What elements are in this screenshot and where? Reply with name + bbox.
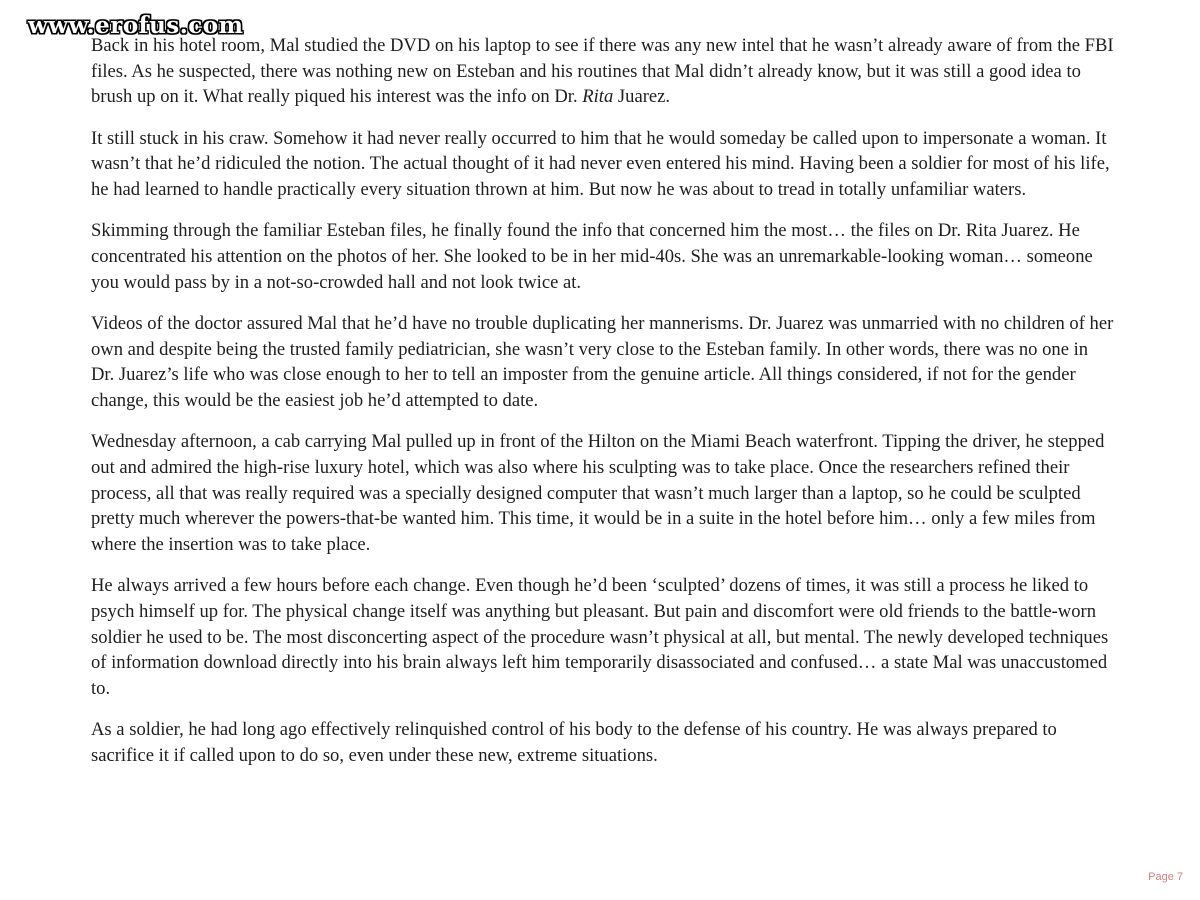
paragraph-2: It still stuck in his craw. Somehow it had never really occurred to him that he would someday be called upon to impersonate a woman. It wasn’t that he’d ridiculed the notion. The actual thought of it had never even entered his mind. Having been a soldier for most of his life, he had learned to handle practically every situation thrown at him. But now he was about to tread in totally unfamiliar waters. — [91, 127, 1110, 201]
paragraph-1-text: Back in his hotel room, Mal studied the DVD on his laptop to see if there was any new intel that he wasn’t already aware of from the FBI files. As he suspected, there was nothing new on Esteban and his routines that Mal didn’t already know, but it was still a good idea to brush up on it. What really piqued his interest was the info on Dr. — [91, 35, 1114, 108]
page-number: Page 7 — [1148, 871, 1183, 883]
paragraph-3: Skimming through the familiar Esteban files, he finally found the info that concerned him the most… the files on Dr. Rita Juarez. He concentrated his attention on the photos of her. She looked to be in her mid-40s. She was an unremarkable-looking woman… someone you would pass by in a not-so-crowded hall and not look twice at. — [91, 220, 1093, 293]
paragraph-7: As a soldier, he had long ago effectively relinquished control of his body to the defense of his country. He was always prepared to sacrifice it if called upon to do so, even under these new, extreme situations. — [91, 719, 1057, 766]
document-body — [91, 33, 1115, 784]
paragraph-1-text-end: Juarez. — [613, 86, 671, 108]
watermark-logo: www.erofus.com — [28, 12, 244, 39]
paragraph-5: Wednesday afternoon, a cab carrying Mal pulled up in front of the Hilton on the Miami Beach waterfront. Tipping the driver, he stepped out and admired the high-rise luxury hotel, which was also where his sculpting was to take place. Once the researchers refined their process, all that was really required was a specially designed computer that wasn’t much larger than a laptop, so he could be sculpted pretty much wherever the powers-that-be wanted him. This time, it would be in a suite in the hotel before him… only a few miles from where the insertion was to take place. — [91, 431, 1105, 555]
paragraph-6: He always arrived a few hours before each change. Even though he’d been ‘sculpted’ dozens of times, it was still a process he liked to psych himself up for. The physical change itself was anything but pleasant. But pain and discomfort were old friends to the battle-worn soldier he used to be. The most disconcerting aspect of the procedure wasn’t physical at all, but mental. The newly developed techniques of information download directly into his brain always left him temporarily disassociated and confused… a state Mal was unaccustomed to. — [91, 575, 1109, 699]
paragraph-1 — [91, 33, 1115, 110]
paragraph-4: Videos of the doctor assured Mal that he’d have no trouble duplicating her mannerisms. Dr. Juarez was unmarried with no children of her own and despite being the trusted family pediatrician, she wasn’t very close to the Esteban family. In other words, there was no one in Dr. Juarez’s life who was close enough to her to tell an imposter from the genuine article. All things considered, if not for the gender change, this would be the easiest job he’d attempted to date. — [91, 312, 1114, 411]
paragraph-1-italic: Rita — [582, 86, 614, 108]
